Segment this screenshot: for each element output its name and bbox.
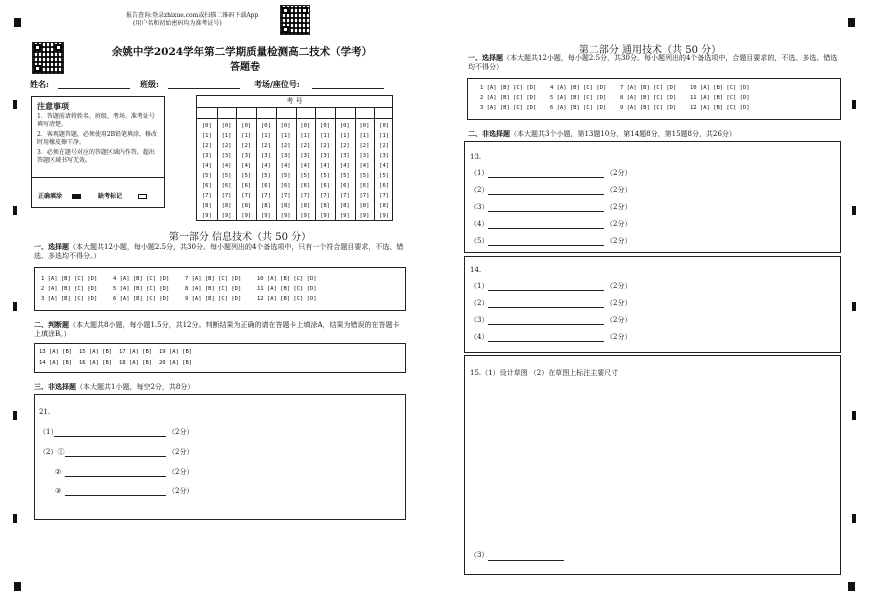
side-mark [13, 514, 17, 523]
q21-item-label: ② [55, 468, 62, 476]
answer-item-label: （3） [470, 203, 489, 211]
exam-digit-bubble[interactable]: [0] [320, 123, 330, 129]
q15-answer-box[interactable] [464, 355, 841, 575]
answer-line[interactable] [488, 307, 604, 308]
answer-item-label: （1） [470, 282, 489, 290]
part2-choice-box [467, 78, 841, 120]
exam-digit-bubble[interactable]: [4] [221, 163, 232, 169]
exam-digit-bubble[interactable]: [4] [241, 163, 252, 169]
q21-answer-line[interactable] [54, 436, 166, 437]
answer-option-row[interactable]: 11 [A] [B] [C] [D] [690, 95, 750, 101]
exam-digit-bubble[interactable]: [9] [339, 213, 350, 219]
exam-digit-bubble[interactable]: [7] [280, 193, 291, 199]
exam-digit-bubble[interactable]: [6] [300, 183, 311, 189]
exam-digit-bubble[interactable]: [3] [320, 153, 330, 159]
exam-digit-bubble[interactable]: [6] [280, 183, 291, 189]
exam-digit-bubble[interactable]: [4] [300, 163, 311, 169]
q15-item-label: （3） [470, 551, 489, 559]
exam-digit-bubble[interactable]: [2] [300, 143, 311, 149]
answer-item-label: （2） [470, 186, 489, 194]
absent-mark-label: 缺考标记 [98, 193, 123, 200]
exam-digit-bubble[interactable]: [6] [379, 183, 390, 189]
exam-digit-bubble[interactable]: [3] [280, 153, 291, 159]
exam-digit-bubble[interactable]: [2] [241, 143, 252, 149]
exam-digit-bubble[interactable]: [0] [260, 123, 271, 129]
report-query-text: 报告查询:登录zhixue.com或扫描二维码下载App [126, 12, 259, 19]
answer-score: （2分） [606, 316, 632, 324]
answer-option-row[interactable]: 12 [A] [B] [C] [D] [690, 105, 750, 111]
notice-item: 1．答题前请将姓名、班级、考场、准考证号填写清楚。 [37, 113, 155, 128]
q14-answer-box [464, 256, 841, 353]
answer-score: （2分） [606, 299, 632, 307]
exam-digit-bubble[interactable]: [7] [359, 193, 370, 199]
exam-digit-bubble[interactable]: [5] [359, 173, 370, 179]
answer-option-row[interactable]: 14 [A] [B] [39, 360, 73, 366]
exam-digit-bubble[interactable]: [6] [359, 183, 370, 189]
exam-digit-bubble[interactable]: [8] [280, 203, 291, 209]
exam-digit-bubble[interactable]: [9] [379, 213, 390, 219]
exam-digit-bubble[interactable]: [2] [320, 143, 330, 149]
exam-digit-bubble[interactable]: [5] [320, 173, 330, 179]
exam-digit-bubble[interactable]: [1] [300, 133, 311, 139]
exam-digit-bubble[interactable]: [1] [241, 133, 252, 139]
exam-digit-bubble[interactable]: [6] [201, 183, 212, 189]
exam-digit-bubble[interactable]: [6] [241, 183, 252, 189]
answer-option-row[interactable]: 2 [A] [B] [C] [D] [480, 95, 537, 101]
exam-digit-bubble[interactable]: [3] [339, 153, 350, 159]
answer-option-row[interactable]: 8 [A] [B] [C] [D] [185, 286, 242, 292]
answer-option-row[interactable]: 13 [A] [B] [39, 349, 73, 355]
q13-answer-box [464, 141, 841, 253]
exam-digit-bubble[interactable]: [7] [320, 193, 330, 199]
q14-label: 14. [470, 266, 482, 274]
part2-section1-heading [468, 53, 840, 72]
answer-option-row[interactable]: 3 [A] [B] [C] [D] [480, 105, 537, 111]
exam-digit-bubble[interactable]: [1] [201, 133, 212, 139]
exam-digit-bubble[interactable]: [1] [339, 133, 350, 139]
side-mark [852, 411, 856, 420]
answer-score: （2分） [606, 333, 632, 341]
exam-digit-bubble[interactable]: [3] [359, 153, 370, 159]
part1-title: 第一部分 信息技术（共 50 分） [168, 232, 312, 243]
exam-digit-bubble[interactable]: [4] [359, 163, 370, 169]
exam-digit-bubble[interactable]: [0] [379, 123, 390, 129]
exam-number-box [196, 95, 393, 221]
correct-fill-sample [72, 194, 81, 199]
exam-digit-bubble[interactable]: [8] [300, 203, 311, 209]
answer-option-row[interactable]: 18 [A] [B] [119, 360, 153, 366]
answer-item-label: （4） [470, 220, 489, 228]
corner-mark-tl [14, 18, 21, 27]
exam-digit-bubble[interactable]: [2] [260, 143, 271, 149]
exam-digit-bubble[interactable]: [8] [359, 203, 370, 209]
part1-section1-heading [34, 242, 404, 261]
answer-item-label: （1） [470, 169, 489, 177]
answer-option-row[interactable]: 10 [A] [B] [C] [D] [257, 276, 317, 282]
side-mark [852, 206, 856, 215]
exam-digit-bubble[interactable]: [8] [221, 203, 232, 209]
answer-score: （2分） [606, 282, 632, 290]
exam-digit-bubble[interactable]: [0] [280, 123, 291, 129]
answer-option-row[interactable]: 16 [A] [B] [79, 360, 113, 366]
answer-option-row[interactable]: 2 [A] [B] [C] [D] [41, 286, 98, 292]
exam-digit-bubble[interactable]: [0] [339, 123, 350, 129]
q15-answer-line[interactable] [488, 560, 564, 561]
exam-digit-bubble[interactable]: [8] [320, 203, 330, 209]
answer-option-row[interactable]: 5 [A] [B] [C] [D] [113, 286, 170, 292]
q21-item-label: （1） [39, 428, 58, 436]
part2-s1-title: 一、选择题 [468, 53, 503, 62]
answer-option-row[interactable]: 17 [A] [B] [119, 349, 153, 355]
notice-item: 2．客观题答题，必须使用2B铅笔填涂，修改时用橡皮擦干净。 [37, 131, 158, 146]
exam-digit-bubble[interactable]: [8] [201, 203, 212, 209]
answer-line[interactable] [488, 245, 604, 246]
exam-digit-bubble[interactable]: [5] [300, 173, 311, 179]
exam-digit-bubble[interactable]: [3] [300, 153, 311, 159]
corner-mark-br [848, 582, 855, 591]
answer-line[interactable] [488, 194, 604, 195]
part1-s1-desc: （本大题共12小题，每小题2.5分，共30分。每小题列出的4个备选项中，只有一个符合题目要求，不选、错选、多选均不得分。） [34, 243, 404, 260]
part2-s2-title: 二、非选择题 [468, 129, 510, 138]
part1-s2-title: 二、判断题 [34, 320, 69, 329]
exam-digit-bubble[interactable]: [1] [280, 133, 291, 139]
exam-digit-bubble[interactable]: [6] [260, 183, 271, 189]
exam-digit-bubble[interactable]: [2] [379, 143, 390, 149]
exam-digit-bubble[interactable]: [5] [201, 173, 212, 179]
q21-answer-line[interactable] [65, 456, 166, 457]
answer-option-row[interactable]: 7 [A] [B] [C] [D] [620, 85, 677, 91]
exam-digit-bubble[interactable]: [0] [201, 123, 212, 129]
q21-score: （2分） [168, 428, 194, 436]
answer-line[interactable] [488, 228, 604, 229]
exam-digit-bubble[interactable]: [9] [260, 213, 271, 219]
answer-item-label: （4） [470, 333, 489, 341]
answer-line[interactable] [488, 341, 604, 342]
part1-section2-heading [34, 320, 404, 339]
part2-s2-desc: （本大题共3个小题，第13题10分，第14题8分，第15题8分，共26分） [510, 130, 736, 138]
q21-item-label: ③ [55, 487, 62, 495]
q21-score: （2分） [168, 487, 194, 495]
exam-digit-bubble[interactable]: [4] [201, 163, 212, 169]
answer-option-row[interactable]: 10 [A] [B] [C] [D] [690, 85, 750, 91]
side-mark [13, 302, 17, 311]
answer-line[interactable] [488, 290, 604, 291]
exam-digit-bubble[interactable]: [9] [300, 213, 311, 219]
side-mark [13, 100, 17, 109]
answer-line[interactable] [488, 324, 604, 325]
correct-fill-label: 正确填涂 [38, 193, 63, 200]
answer-line[interactable] [488, 211, 604, 212]
part1-choice-box [34, 267, 406, 311]
exam-digit-bubble[interactable]: [6] [339, 183, 350, 189]
exam-digit-bubble[interactable]: [3] [379, 153, 390, 159]
answer-score: （2分） [606, 220, 632, 228]
exam-digit-bubble[interactable]: [3] [201, 153, 212, 159]
exam-digit-bubble[interactable]: [1] [260, 133, 271, 139]
part1-s1-title: 一、选择题 [34, 242, 69, 251]
answer-option-row[interactable]: 1 [A] [B] [C] [D] [41, 276, 98, 282]
q21-answer-line[interactable] [65, 476, 166, 477]
part1-s3-desc: （本大题共1小题，每空2分，共8分） [76, 383, 195, 391]
answer-option-row[interactable]: 3 [A] [B] [C] [D] [41, 296, 98, 302]
side-mark [13, 206, 17, 215]
exam-digit-bubble[interactable]: [9] [280, 213, 291, 219]
answer-option-row[interactable]: 15 [A] [B] [79, 349, 113, 355]
answer-item-label: （2） [470, 299, 489, 307]
seat-field[interactable] [312, 88, 384, 89]
exam-digit-bubble[interactable]: [6] [320, 183, 330, 189]
exam-digit-bubble[interactable]: [8] [260, 203, 271, 209]
exam-digit-bubble[interactable]: [9] [221, 213, 232, 219]
answer-option-row[interactable]: 20 [A] [B] [159, 360, 193, 366]
class-field[interactable] [168, 88, 240, 89]
answer-option-row[interactable]: 9 [A] [B] [C] [D] [620, 105, 677, 111]
exam-digit-bubble[interactable]: [1] [379, 133, 390, 139]
answer-item-label: （5） [470, 237, 489, 245]
absent-mark-box[interactable] [138, 194, 147, 199]
app-qr-code [280, 5, 310, 35]
exam-digit-bubble[interactable]: [3] [241, 153, 252, 159]
exam-digit-bubble[interactable]: [5] [379, 173, 390, 179]
page-subtitle: 答题卷 [230, 62, 260, 73]
side-mark [852, 302, 856, 311]
exam-digit-bubble[interactable]: [0] [221, 123, 232, 129]
exam-digit-bubble[interactable]: [1] [221, 133, 232, 139]
exam-digit-bubble[interactable]: [6] [221, 183, 232, 189]
exam-digit-bubble[interactable]: [1] [359, 133, 370, 139]
answer-score: （2分） [606, 237, 632, 245]
exam-digit-bubble[interactable]: [3] [260, 153, 271, 159]
corner-mark-bl [14, 582, 21, 591]
part2-title: 第二部分 通用技术（共 50 分） [578, 45, 722, 56]
exam-digit-bubble[interactable]: [9] [320, 213, 330, 219]
answer-item-label: （3） [470, 316, 489, 324]
page-title: 余姚中学2024学年第二学期质量检测高二技术（学考） [111, 46, 373, 58]
part1-s3-title: 三、非选择题 [34, 382, 76, 391]
side-mark [13, 411, 17, 420]
exam-digit-bubble[interactable]: [8] [241, 203, 252, 209]
report-query-note: (用户名和初始密码均为准考证号) [133, 20, 222, 27]
exam-digit-bubble[interactable]: [7] [300, 193, 311, 199]
exam-number-grid[interactable] [197, 107, 394, 221]
exam-digit-bubble[interactable]: [4] [260, 163, 271, 169]
answer-score: （2分） [606, 169, 632, 177]
exam-digit-bubble[interactable]: [5] [280, 173, 291, 179]
answer-option-row[interactable]: 6 [A] [B] [C] [D] [550, 105, 607, 111]
q13-label: 13. [470, 153, 482, 161]
answer-option-row[interactable]: 5 [A] [B] [C] [D] [550, 95, 607, 101]
exam-digit-bubble[interactable]: [4] [280, 163, 291, 169]
exam-digit-bubble[interactable]: [5] [339, 173, 350, 179]
answer-option-row[interactable]: 19 [A] [B] [159, 349, 193, 355]
q21-score: （2分） [168, 468, 194, 476]
answer-option-row[interactable]: 4 [A] [B] [C] [D] [113, 276, 170, 282]
exam-digit-bubble[interactable]: [1] [320, 133, 330, 139]
answer-option-row[interactable]: 9 [A] [B] [C] [D] [185, 296, 242, 302]
answer-option-row[interactable]: 12 [A] [B] [C] [D] [257, 296, 317, 302]
q21-item-label: （2）① [39, 448, 65, 456]
part1-judge-box [34, 343, 406, 373]
answer-option-row[interactable]: 7 [A] [B] [C] [D] [185, 276, 242, 282]
answer-option-row[interactable]: 6 [A] [B] [C] [D] [113, 296, 170, 302]
answer-option-row[interactable]: 11 [A] [B] [C] [D] [257, 286, 317, 292]
answer-score: （2分） [606, 203, 632, 211]
exam-digit-bubble[interactable]: [5] [241, 173, 252, 179]
exam-digit-bubble[interactable]: [9] [359, 213, 370, 219]
q21-answer-box [34, 394, 406, 520]
q21-score: （2分） [168, 448, 194, 456]
exam-number-label: 考 号 [286, 97, 303, 105]
exam-digit-bubble[interactable]: [5] [221, 173, 232, 179]
part2-s1-desc: （本大题共12小题，每小题2.5分，共30分。每小题列出的4个备选项中，合题目要求的，不选、多选、错选均不得分） [468, 54, 838, 71]
exam-digit-bubble[interactable]: [2] [201, 143, 212, 149]
notice-title: 注意事项 [37, 101, 69, 111]
notice-box [31, 96, 165, 208]
q21-answer-line[interactable] [65, 495, 166, 496]
exam-digit-bubble[interactable]: [7] [241, 193, 252, 199]
exam-digit-bubble[interactable]: [2] [359, 143, 370, 149]
answer-score: （2分） [606, 186, 632, 194]
exam-digit-bubble[interactable]: [9] [241, 213, 252, 219]
exam-digit-bubble[interactable]: [0] [241, 123, 252, 129]
exam-digit-bubble[interactable]: [0] [300, 123, 311, 129]
answer-option-row[interactable]: 8 [A] [B] [C] [D] [620, 95, 677, 101]
side-mark [852, 514, 856, 523]
exam-digit-bubble[interactable]: [7] [379, 193, 390, 199]
student-qr-code [32, 42, 64, 74]
exam-digit-bubble[interactable]: [4] [379, 163, 390, 169]
part1-s2-desc: （本大题共8小题，每小题1.5分，共12分。判断结果为正确的请在答题卡上填涂A，结果为错误的在答题卡上填涂B。） [34, 321, 400, 338]
q15-label: 15.（1）设计草图 （2）在草图上标注主要尺寸 [470, 369, 619, 377]
exam-digit-bubble[interactable]: [7] [221, 193, 232, 199]
side-mark [852, 100, 856, 109]
exam-digit-bubble[interactable]: [2] [280, 143, 291, 149]
q21-label: 21. [39, 408, 51, 416]
exam-digit-bubble[interactable]: [0] [359, 123, 370, 129]
answer-option-row[interactable]: 1 [A] [B] [C] [D] [480, 85, 537, 91]
name-field[interactable] [58, 88, 130, 89]
exam-digit-bubble[interactable]: [5] [260, 173, 271, 179]
seat-label: 考场/座位号: [254, 79, 300, 89]
exam-digit-bubble[interactable]: [8] [379, 203, 390, 209]
exam-digit-bubble[interactable]: [7] [339, 193, 350, 199]
exam-digit-bubble[interactable]: [9] [201, 213, 212, 219]
class-label: 班级: [140, 79, 159, 89]
exam-digit-bubble[interactable]: [7] [260, 193, 271, 199]
exam-digit-bubble[interactable]: [3] [221, 153, 232, 159]
answer-line[interactable] [488, 177, 604, 178]
exam-digit-bubble[interactable]: [4] [339, 163, 350, 169]
part2-section2-heading [468, 129, 840, 139]
exam-digit-bubble[interactable]: [4] [320, 163, 330, 169]
answer-option-row[interactable]: 4 [A] [B] [C] [D] [550, 85, 607, 91]
exam-digit-bubble[interactable]: [8] [339, 203, 350, 209]
corner-mark-tr [848, 18, 855, 27]
exam-digit-bubble[interactable]: [7] [201, 193, 212, 199]
exam-digit-bubble[interactable]: [2] [221, 143, 232, 149]
exam-digit-bubble[interactable]: [2] [339, 143, 350, 149]
part1-section3-heading [34, 382, 404, 392]
name-label: 姓名: [30, 79, 49, 89]
notice-item: 3．必须在题号对应的答题区域内作答，超出答题区域书写无效。 [37, 149, 155, 164]
